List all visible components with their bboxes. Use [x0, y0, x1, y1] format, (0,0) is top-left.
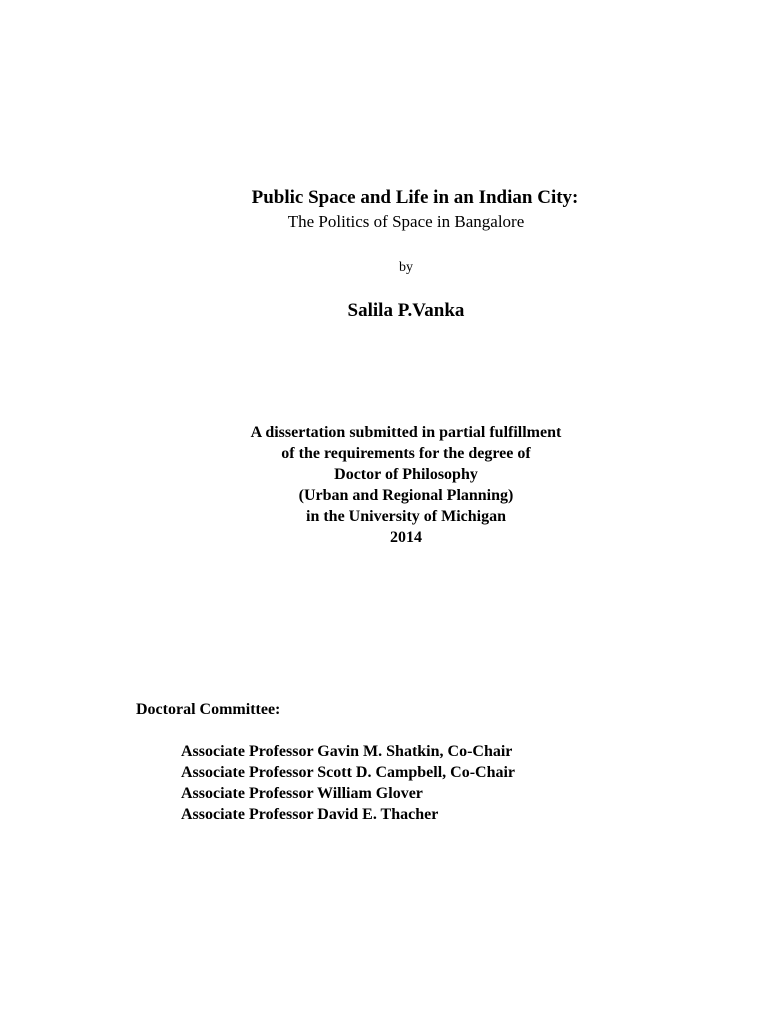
statement-line: A dissertation submitted in partial fulfillment [250, 424, 562, 441]
dissertation-title: Public Space and Life in an Indian City: [251, 187, 579, 208]
statement-line: of the requirements for the degree of [281, 445, 531, 462]
committee-heading: Doctoral Committee: [136, 701, 281, 718]
committee-list [181, 741, 515, 825]
degree-statement [0, 422, 768, 548]
committee-member: Associate Professor William Glover [181, 785, 423, 802]
dissertation-subtitle: The Politics of Space in Bangalore [287, 212, 525, 231]
by-line: by [399, 260, 413, 275]
statement-line: Doctor of Philosophy [334, 466, 478, 483]
committee-member: Associate Professor Gavin M. Shatkin, Co-Chair [181, 743, 513, 760]
committee-member: Associate Professor Scott D. Campbell, Co-Chair [181, 764, 516, 781]
statement-year: 2014 [390, 529, 422, 546]
statement-line: (Urban and Regional Planning) [298, 487, 514, 504]
author-name: Salila P.Vanka [347, 300, 465, 321]
statement-line: in the University of Michigan [306, 508, 506, 525]
committee-member: Associate Professor David E. Thacher [181, 806, 439, 823]
